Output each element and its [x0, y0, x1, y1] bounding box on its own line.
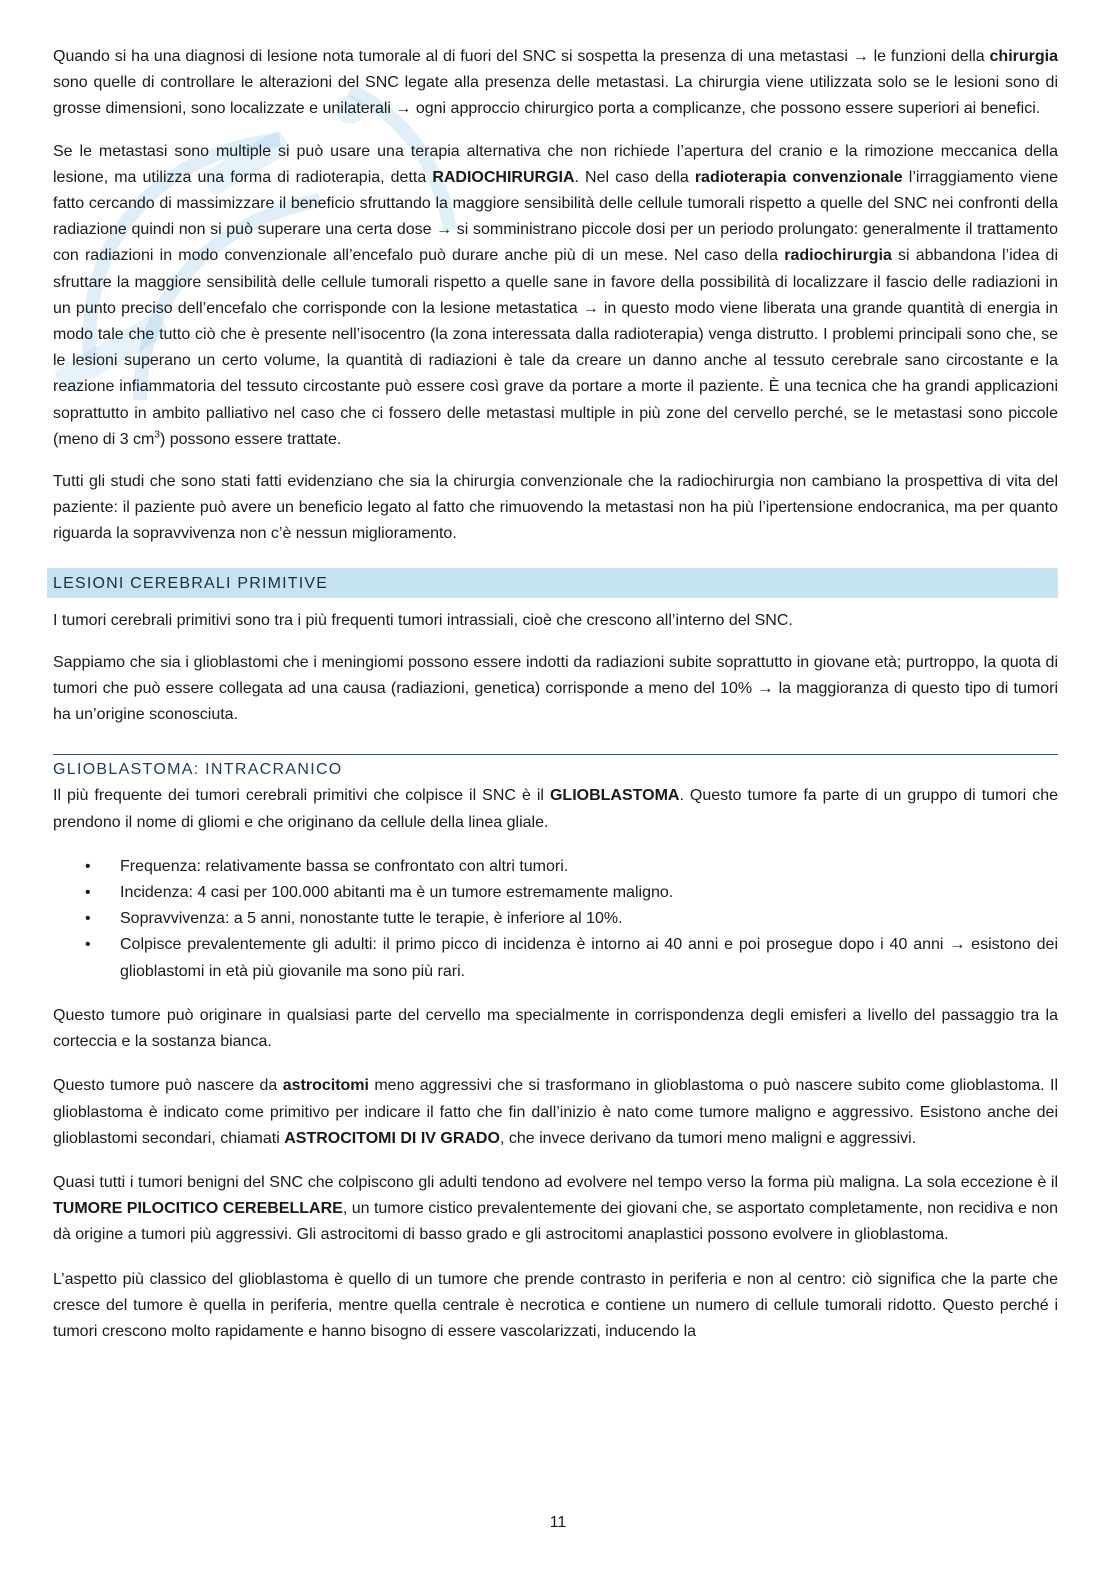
paragraph-metastasi-chirurgia: Quando si ha una diagnosi di lesione nota tumorale al di fuori del SNC si sospetta la presenza di una metastasi → le funzioni della chirurgia sono quelle di controllare le alterazioni del SNC legate alla presenza delle metastasi. La chirurgia viene utilizzata solo se le lesioni sono di grosse dimensioni, sono localizzate e unilaterali → ogni approccio chirurgico porta a complicanze, che possono essere superiori ai benefici.	[53, 48, 1058, 118]
paragraph-glioblastoma-intro: Il più frequente dei tumori cerebrali primitivi che colpisce il SNC è il GLIOBLASTOMA. Questo tumore fa parte di un gruppo di tumori che prendono il nome di gliomi e che originano da cellule della linea gliale.	[53, 787, 1058, 831]
paragraph-tumori-primitivi: I tumori cerebrali primitivi sono tra i più frequenti tumori intrassiali, cioè che crescono all’interno del SNC.	[53, 611, 793, 629]
paragraph-pilocitico: Quasi tutti i tumori benigni del SNC che colpiscono gli adulti tendono ad evolvere nel tempo verso la forma più maligna. La sola eccezione è il TUMORE PILOCITICO CEREBELLARE, un tumore cistico prevalentemente dei giovani che, se asportato completamente, non recidiva e non dà origine a tumori più aggressivi. Gli astrocitomi di basso grado e gli astrocitomi anaplastici possono evolvere in glioblastoma.	[53, 1173, 1059, 1244]
list-item: • Incidenza: 4 casi per 100.000 abitanti ma è un tumore estremamente maligno.	[53, 880, 1058, 906]
bullet-icon: •	[85, 857, 91, 875]
list-item: • Colpisce prevalentemente gli adulti: il primo picco di incidenza è intorno ai 40 anni e poi prosegue dopo i 40 anni → esistono dei glioblastomi in età più giovanile ma sono più rari.	[53, 932, 1058, 984]
bullet-list	[53, 854, 1058, 985]
list-item: • Sopravvivenza: a 5 anni, nonostante tutte le terapie, è inferiore al 10%.	[53, 906, 1058, 932]
bullet-icon: •	[85, 910, 91, 928]
section-heading-glioblastoma: GLIOBLASTOMA: INTRACRANICO	[53, 754, 1058, 779]
paragraph-cause: Sappiamo che sia i glioblastomi che i meningiomi possono essere indotti da radiazioni subite soprattutto in giovane età; purtroppo, la quota di tumori che può essere collegata ad una causa (radiazioni, genetica) corrisponde a meno del 10% → la maggioranza di questo tipo di tumori ha un’origine sconosciuta.	[53, 653, 1058, 724]
paragraph-astrocitomi: Questo tumore può nascere da astrocitomi meno aggressivi che si trasformano in glioblastoma o può nascere subito come glioblastoma. Il glioblastoma è indicato come primitivo per indicare il fatto che fin dall’inizio è nato come tumore maligno e aggressivo. Esistono anche dei glioblastomi secondari, chiamati ASTROCITOMI DI IV GRADO, che invece derivano da tumori meno maligni e aggressivi.	[53, 1077, 1058, 1147]
bullet-icon: •	[85, 884, 91, 902]
list-item: • Frequenza: relativamente bassa se confrontato con altri tumori.	[53, 854, 1058, 880]
paragraph-studi: Tutti gli studi che sono stati fatti evidenziano che sia la chirurgia convenzionale che la radiochirurgia non cambiano la prospettiva di vita del paziente: il paziente può avere un beneficio legato al fatto che rimuovendo la metastasi non ha più l’ipertensione endocranica, ma per quanto riguarda la sopravvivenza non c’è nessun miglioramento.	[53, 473, 1058, 543]
paragraph-radiochirurgia: Se le metastasi sono multiple si può usare una terapia alternativa che non richiede l’apertura del cranio e la rimozione meccanica della lesione, ma utilizza una forma di radioterapia, detta RADIOCHIRURGIA. Nel caso della radioterapia convenzionale l’irraggiamento viene fatto cercando di massimizzare il beneficio sfruttando la maggiore sensibilità delle cellule tumorali rispetto a quelle del SNC nei confronti della radiazione quindi non si può superare una certa dose → si somministrano piccole dosi per un periodo prolungato: generalmente il trattamento con radiazioni in modo convenzionale all’encefalo può durare anche più di un mese. Nel caso della radiochirurgia si abbandona l’idea di sfruttare la maggiore sensibilità delle cellule tumorali rispetto a quelle sane in favore della possibilità di localizzare il fascio delle radiazioni in un punto preciso dell’encefalo che corrisponde con la lesione metastatica → in questo modo viene liberata una grande quantità di energia in modo tale che tutto ciò che è presente nell’isocentro (la zona interessata dalla radioterapia) venga distrutto. I problemi principali sono che, se le lesioni superano un certo volume, la quantità di radiazioni è tale da creare un danno anche al tessuto cerebrale sano circostante e la reazione infiammatoria del tessuto circostante può essere così grave da portare a morte il paziente. È una tecnica che ha grandi applicazioni soprattutto in ambito palliativo nel caso che ci fossero delle metastasi multiple in più zone del cervello perché, se le metastasi sono piccole (meno di 3 $cm^3$) possono essere trattate.	[53, 142, 1059, 448]
paragraph-aspetto-classico: L’aspetto più classico del glioblastoma è quello di un tumore che prende contrasto in periferia e non al centro: ciò significa che la parte che cresce del tumore è quella in periferia, mentre quella centrale è necrotica e contiene un numero di cellule tumorali ridotto. Questo perché i tumori crescono molto rapidamente e hanno bisogno di essere vascolarizzati, inducendo la	[53, 1270, 1058, 1340]
page-number: 11	[549, 1514, 567, 1531]
paragraph-localizzazione: Questo tumore può originare in qualsiasi parte del cervello ma specialmente in corrispondenza degli emisferi a livello del passaggio tra la corteccia e la sostanza bianca.	[53, 1006, 1058, 1051]
document-page	[53, 44, 1058, 1345]
bullet-icon: •	[85, 936, 91, 954]
section-heading-lesioni-primitive: LESIONI CEREBRALI PRIMITIVE	[47, 568, 1058, 598]
